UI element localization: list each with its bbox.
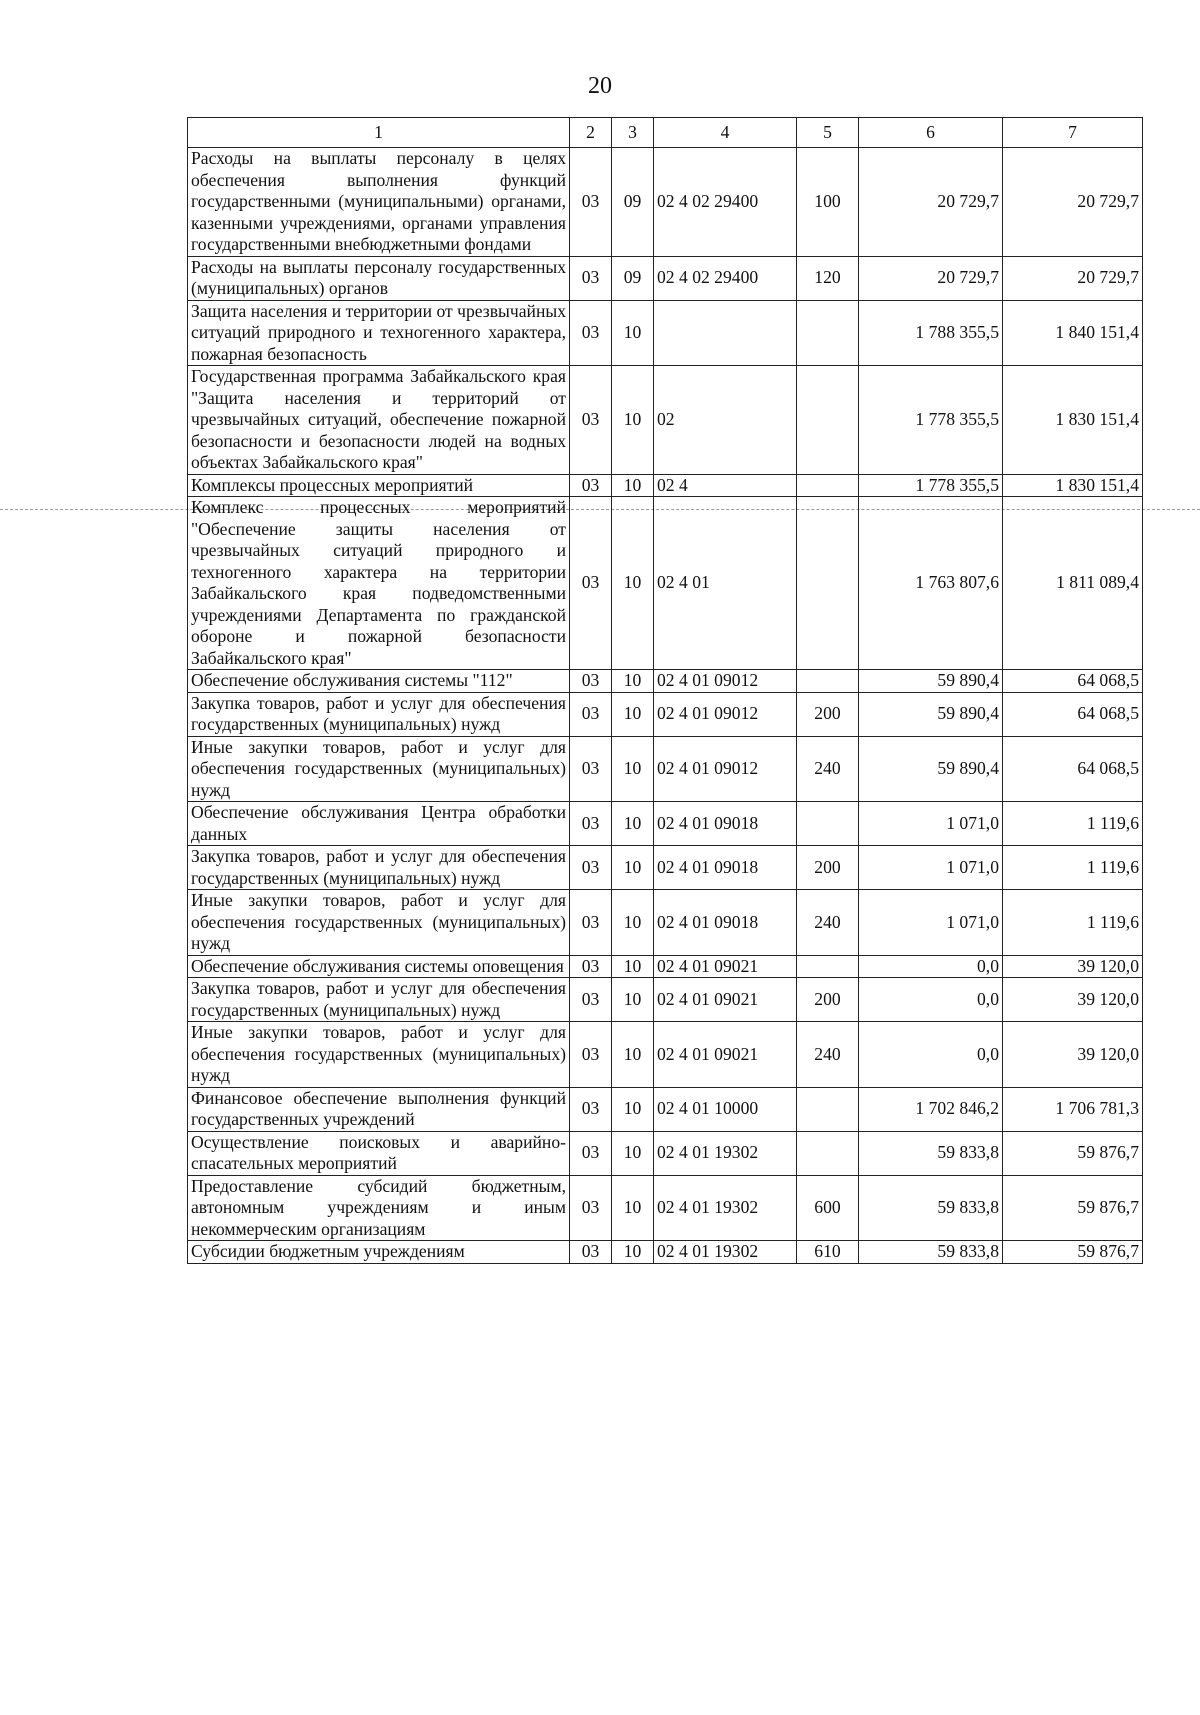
- expense-type-cell: 120: [797, 256, 859, 300]
- subsection-cell: 10: [612, 497, 654, 670]
- target-article-cell: 02 4 01 09021: [654, 955, 797, 978]
- table-row: [188, 1087, 1143, 1131]
- table-row: [188, 890, 1143, 956]
- table-row: [188, 300, 1143, 366]
- section-cell: 03: [570, 846, 612, 890]
- subsection-cell: 10: [612, 300, 654, 366]
- row-name-cell: Государственная программа Забайкальского края "Защита населения и территорий от чрезвычайных ситуаций, обеспечение пожарной безопасности и безопасности людей на водных объектах Забайкальского края": [188, 366, 570, 475]
- target-article-cell: 02 4 01 09021: [654, 1022, 797, 1088]
- budget-table: [187, 117, 1143, 1264]
- amount-cell: 1 706 781,3: [1003, 1087, 1143, 1131]
- expense-type-cell: 240: [797, 736, 859, 802]
- table-row: [188, 736, 1143, 802]
- target-article-cell: 02 4 02 29400: [654, 256, 797, 300]
- subsection-cell: 10: [612, 955, 654, 978]
- expense-type-cell: [797, 366, 859, 475]
- target-article-cell: [654, 300, 797, 366]
- section-cell: 03: [570, 256, 612, 300]
- section-cell: 03: [570, 1131, 612, 1175]
- amount-cell: 1 811 089,4: [1003, 497, 1143, 670]
- expense-type-cell: 200: [797, 846, 859, 890]
- expense-type-cell: 600: [797, 1175, 859, 1241]
- subsection-cell: 10: [612, 692, 654, 736]
- amount-cell: 59 876,7: [1003, 1241, 1143, 1264]
- amount-cell: 64 068,5: [1003, 670, 1143, 693]
- table-row: [188, 1241, 1143, 1264]
- row-name-cell: Закупка товаров, работ и услуг для обеспечения государственных (муниципальных) нужд: [188, 692, 570, 736]
- target-article-cell: 02 4 01 09021: [654, 978, 797, 1022]
- amount-cell: 39 120,0: [1003, 955, 1143, 978]
- section-cell: 03: [570, 148, 612, 257]
- target-article-cell: 02 4 01 19302: [654, 1175, 797, 1241]
- target-article-cell: 02 4 01: [654, 497, 797, 670]
- amount-cell: 1 119,6: [1003, 846, 1143, 890]
- table-row: [188, 978, 1143, 1022]
- subsection-cell: 09: [612, 256, 654, 300]
- subsection-cell: 10: [612, 366, 654, 475]
- table-row: [188, 1131, 1143, 1175]
- row-name-cell: Осуществление поисковых и аварийно-спасательных мероприятий: [188, 1131, 570, 1175]
- section-cell: 03: [570, 692, 612, 736]
- amount-cell: 20 729,7: [859, 148, 1003, 257]
- amount-cell: 1 071,0: [859, 802, 1003, 846]
- row-name-cell: Обеспечение обслуживания Центра обработки данных: [188, 802, 570, 846]
- row-name-cell: Иные закупки товаров, работ и услуг для обеспечения государственных (муниципальных) нужд: [188, 736, 570, 802]
- table-row: [188, 497, 1143, 670]
- row-name-cell: Расходы на выплаты персоналу в целях обеспечения выполнения функций государственными (муниципальными) органами, казенными учреждениями, органами управления государственными внебюджетными фондами: [188, 148, 570, 257]
- subsection-cell: 10: [612, 474, 654, 497]
- table-row: [188, 846, 1143, 890]
- target-article-cell: 02 4: [654, 474, 797, 497]
- amount-cell: 20 729,7: [1003, 256, 1143, 300]
- section-cell: 03: [570, 1022, 612, 1088]
- amount-cell: 59 890,4: [859, 692, 1003, 736]
- target-article-cell: 02 4 01 10000: [654, 1087, 797, 1131]
- subsection-cell: 10: [612, 1241, 654, 1264]
- amount-cell: 0,0: [859, 978, 1003, 1022]
- table-row: [188, 1022, 1143, 1088]
- section-cell: 03: [570, 670, 612, 693]
- row-name-cell: Иные закупки товаров, работ и услуг для обеспечения государственных (муниципальных) нужд: [188, 1022, 570, 1088]
- subsection-cell: 10: [612, 1131, 654, 1175]
- row-name-cell: Защита населения и территории от чрезвычайных ситуаций природного и техногенного характера, пожарная безопасность: [188, 300, 570, 366]
- amount-cell: 59 833,8: [859, 1175, 1003, 1241]
- target-article-cell: 02: [654, 366, 797, 475]
- target-article-cell: 02 4 01 09018: [654, 802, 797, 846]
- header-cell-2: 2: [570, 118, 612, 148]
- table-header: [188, 118, 1143, 148]
- target-article-cell: 02 4 01 09012: [654, 670, 797, 693]
- row-name-cell: Финансовое обеспечение выполнения функций государственных учреждений: [188, 1087, 570, 1131]
- section-cell: 03: [570, 1087, 612, 1131]
- section-cell: 03: [570, 1241, 612, 1264]
- table-row: [188, 955, 1143, 978]
- table-row: [188, 692, 1143, 736]
- table-row: [188, 148, 1143, 257]
- subsection-cell: 10: [612, 670, 654, 693]
- amount-cell: 1 071,0: [859, 846, 1003, 890]
- section-cell: 03: [570, 300, 612, 366]
- expense-type-cell: [797, 802, 859, 846]
- amount-cell: 59 890,4: [859, 736, 1003, 802]
- row-name-cell: Закупка товаров, работ и услуг для обеспечения государственных (муниципальных) нужд: [188, 978, 570, 1022]
- subsection-cell: 10: [612, 1087, 654, 1131]
- section-cell: 03: [570, 802, 612, 846]
- expense-type-cell: 240: [797, 1022, 859, 1088]
- section-cell: 03: [570, 1175, 612, 1241]
- table-body: [188, 148, 1143, 1264]
- section-cell: 03: [570, 978, 612, 1022]
- amount-cell: 39 120,0: [1003, 1022, 1143, 1088]
- row-name-cell: Обеспечение обслуживания системы "112": [188, 670, 570, 693]
- table-row: [188, 802, 1143, 846]
- expense-type-cell: 610: [797, 1241, 859, 1264]
- table-row: [188, 1175, 1143, 1241]
- expense-type-cell: [797, 1131, 859, 1175]
- expense-type-cell: [797, 1087, 859, 1131]
- amount-cell: 59 876,7: [1003, 1131, 1143, 1175]
- expense-type-cell: [797, 670, 859, 693]
- expense-type-cell: [797, 497, 859, 670]
- target-article-cell: 02 4 01 09018: [654, 846, 797, 890]
- section-cell: 03: [570, 497, 612, 670]
- expense-type-cell: 200: [797, 978, 859, 1022]
- amount-cell: 20 729,7: [859, 256, 1003, 300]
- table-row: [188, 670, 1143, 693]
- expense-type-cell: 200: [797, 692, 859, 736]
- amount-cell: 64 068,5: [1003, 736, 1143, 802]
- amount-cell: 0,0: [859, 955, 1003, 978]
- row-name-cell: Комплекс процессных мероприятий "Обеспечение защиты населения от чрезвычайных ситуаций природного и техногенного характера на территории Забайкальского края подведомственными учреждениями Департамента по гражданской обороне и пожарной безопасности Забайкальского края": [188, 497, 570, 670]
- subsection-cell: 10: [612, 802, 654, 846]
- row-name-cell: Комплексы процессных мероприятий: [188, 474, 570, 497]
- header-cell-1: 1: [188, 118, 570, 148]
- table-row: [188, 474, 1143, 497]
- section-cell: 03: [570, 474, 612, 497]
- header-cell-5: 5: [797, 118, 859, 148]
- section-cell: 03: [570, 890, 612, 956]
- section-cell: 03: [570, 366, 612, 475]
- target-article-cell: 02 4 01 09012: [654, 736, 797, 802]
- subsection-cell: 10: [612, 978, 654, 1022]
- header-cell-6: 6: [859, 118, 1003, 148]
- section-cell: 03: [570, 736, 612, 802]
- header-row: [188, 118, 1143, 148]
- expense-type-cell: [797, 300, 859, 366]
- row-name-cell: Иные закупки товаров, работ и услуг для обеспечения государственных (муниципальных) нужд: [188, 890, 570, 956]
- subsection-cell: 10: [612, 1022, 654, 1088]
- amount-cell: 20 729,7: [1003, 148, 1143, 257]
- amount-cell: 39 120,0: [1003, 978, 1143, 1022]
- header-cell-3: 3: [612, 118, 654, 148]
- amount-cell: 59 833,8: [859, 1131, 1003, 1175]
- target-article-cell: 02 4 01 19302: [654, 1241, 797, 1264]
- subsection-cell: 10: [612, 890, 654, 956]
- header-cell-7: 7: [1003, 118, 1143, 148]
- subsection-cell: 10: [612, 846, 654, 890]
- table-row: [188, 366, 1143, 475]
- row-name-cell: Обеспечение обслуживания системы оповещения: [188, 955, 570, 978]
- expense-type-cell: 100: [797, 148, 859, 257]
- target-article-cell: 02 4 02 29400: [654, 148, 797, 257]
- expense-type-cell: [797, 955, 859, 978]
- target-article-cell: 02 4 01 09012: [654, 692, 797, 736]
- section-cell: 03: [570, 955, 612, 978]
- amount-cell: 1 840 151,4: [1003, 300, 1143, 366]
- subsection-cell: 09: [612, 148, 654, 257]
- page-number: 20: [588, 73, 612, 99]
- amount-cell: 59 833,8: [859, 1241, 1003, 1264]
- amount-cell: 1 119,6: [1003, 802, 1143, 846]
- amount-cell: 1 788 355,5: [859, 300, 1003, 366]
- row-name-cell: Расходы на выплаты персоналу государственных (муниципальных) органов: [188, 256, 570, 300]
- amount-cell: 1 119,6: [1003, 890, 1143, 956]
- amount-cell: 59 876,7: [1003, 1175, 1143, 1241]
- row-name-cell: Закупка товаров, работ и услуг для обеспечения государственных (муниципальных) нужд: [188, 846, 570, 890]
- amount-cell: 64 068,5: [1003, 692, 1143, 736]
- amount-cell: 1 702 846,2: [859, 1087, 1003, 1131]
- amount-cell: 1 763 807,6: [859, 497, 1003, 670]
- amount-cell: 0,0: [859, 1022, 1003, 1088]
- amount-cell: 1 071,0: [859, 890, 1003, 956]
- subsection-cell: 10: [612, 1175, 654, 1241]
- subsection-cell: 10: [612, 736, 654, 802]
- expense-type-cell: [797, 474, 859, 497]
- amount-cell: 1 830 151,4: [1003, 366, 1143, 475]
- table-row: [188, 256, 1143, 300]
- expense-type-cell: 240: [797, 890, 859, 956]
- row-name-cell: Предоставление субсидий бюджетным, автономным учреждениям и иным некоммерческим организациям: [188, 1175, 570, 1241]
- target-article-cell: 02 4 01 09018: [654, 890, 797, 956]
- amount-cell: 59 890,4: [859, 670, 1003, 693]
- row-name-cell: Субсидии бюджетным учреждениям: [188, 1241, 570, 1264]
- amount-cell: 1 830 151,4: [1003, 474, 1143, 497]
- header-cell-4: 4: [654, 118, 797, 148]
- amount-cell: 1 778 355,5: [859, 474, 1003, 497]
- amount-cell: 1 778 355,5: [859, 366, 1003, 475]
- target-article-cell: 02 4 01 19302: [654, 1131, 797, 1175]
